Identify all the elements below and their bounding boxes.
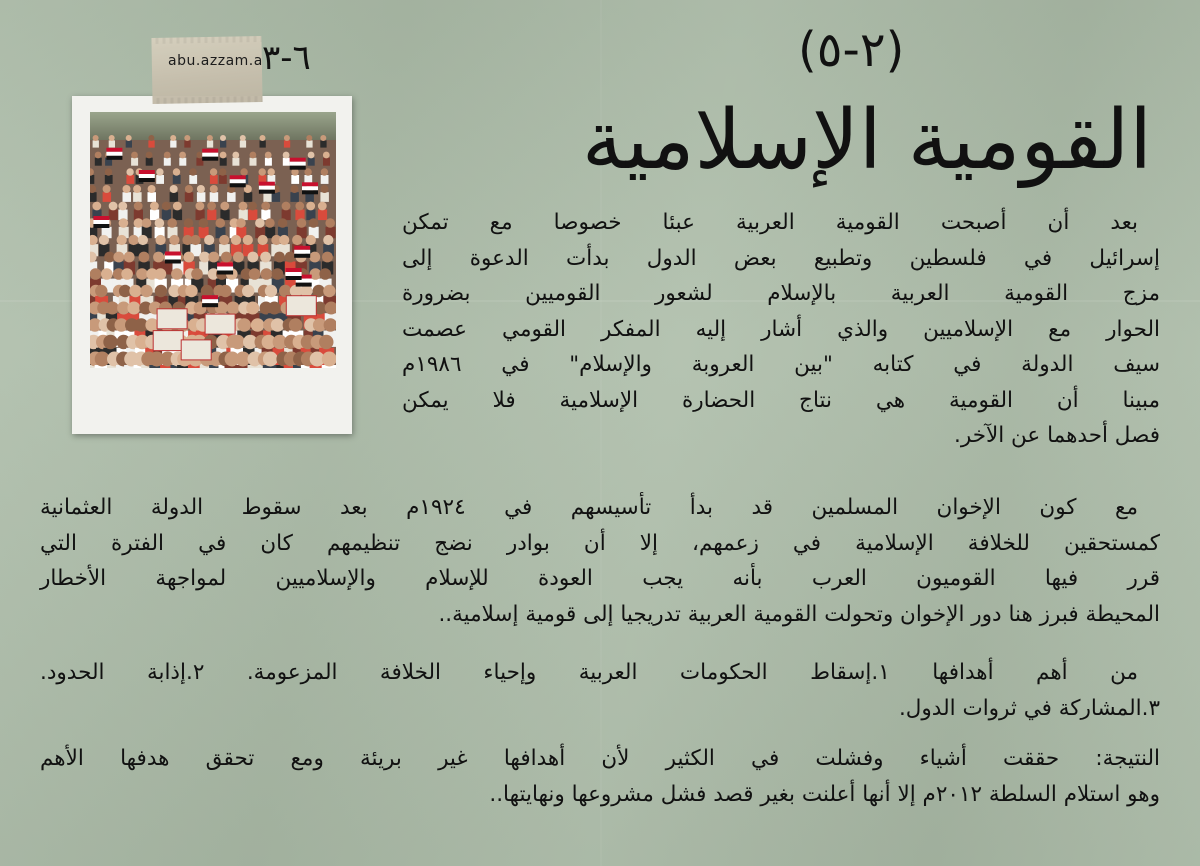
paragraph-3 [40, 655, 1160, 726]
tape-strip [151, 36, 262, 104]
text-line: الحوار مع الإسلاميين والذي أشار إليه المفكر القومي عصمت [402, 316, 1160, 342]
text-line: مع كون الإخوان المسلمين قد بدأ تأسيسهم في ١٩٢٤م بعد سقوط الدولة العثمانية [40, 495, 1138, 520]
crowd-photo-illustration [90, 112, 336, 368]
tape-edge [151, 36, 261, 44]
author-watermark: abu.azzam.a [168, 53, 263, 69]
text-line: فصل أحدهما عن الآخر. [954, 423, 1160, 448]
text-line: المحيطة فبرز هنا دور الإخوان وتحولت القومية العربية تدريجيا إلى قومية إسلامية.. [438, 601, 1160, 627]
paragraph-4 [40, 741, 1160, 812]
page-title: القومية الإسلامية [581, 93, 1152, 188]
polaroid-frame [72, 96, 352, 434]
text-line: مبينا أن القومية هي نتاج الحضارة الإسلامية فلا يمكن [402, 387, 1160, 413]
text-line: ٣.المشاركة في ثروات الدول. [898, 695, 1160, 721]
text-line: مزج القومية العربية بالإسلام لشعور القوميين بضرورة [402, 281, 1160, 306]
text-line: قرر فيها القوميون العرب بأنه يجب العودة للإسلام والإسلاميين لمواجهة الأخطار [40, 566, 1160, 591]
paragraph-2 [40, 490, 1160, 632]
text-line: من أهم أهدافها ١.إسقاط الحكومات العربية وإحياء الخلافة المزعومة. ٢.إذابة الحدود. [40, 660, 1138, 685]
part-number: (٢-٥) [798, 22, 905, 78]
crowd-protest-photo [90, 112, 336, 368]
text-line: النتيجة: حققت أشياء وفشلت في الكثير لأن أهدافها غير بريئة ومع تحقق هدفها الأهم [40, 746, 1160, 771]
text-line: بعد أن أصبحت القومية العربية عبئا خصوصا مع تمكن [402, 210, 1138, 235]
paragraph-1 [402, 205, 1160, 454]
text-line: وهو استلام السلطة ٢٠١٢م إلا أنها أعلنت بغير قصد فشل مشروعها ونهايتها.. [489, 781, 1160, 807]
text-line: سيف الدولة في كتابه "بين العروبة والإسلام" في ١٩٨٦م [402, 352, 1160, 377]
page-number: ٦-٣ [262, 38, 311, 78]
text-line: كمستحقين للخلافة الإسلامية في زعمهم، إلا أن بوادر نضج تنظيمهم كان في الفترة التي [40, 530, 1160, 556]
text-line: إسرائيل في فلسطين وتطبيع بعض الدول بدأت الدعوة إلى [402, 245, 1160, 271]
